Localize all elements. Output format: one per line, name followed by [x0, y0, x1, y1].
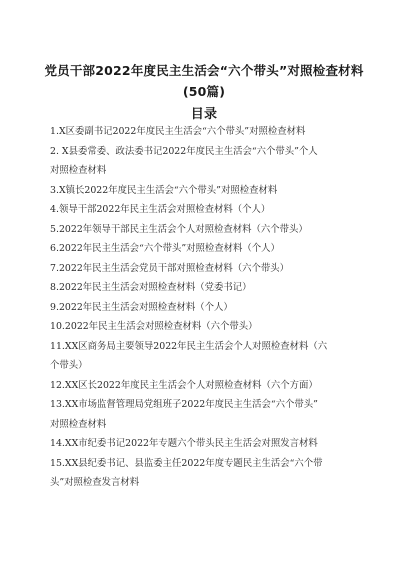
toc-item: 3.X镇长2022年度民主生活会“六个带头”对照检查材料 [50, 184, 278, 196]
toc-item: 7.2022年民主生活会党员干部对照检查材料（六个带头） [50, 262, 290, 274]
toc-item: 对照检查材料 [50, 165, 107, 176]
document-title-count: (50篇) [182, 84, 226, 99]
toc-item: 6.2022年民主生活会“六个带头”对照检查材料（个人） [50, 243, 280, 254]
toc-item: 头”对照检查发言材料 [50, 477, 140, 488]
toc-heading: 目录 [190, 107, 218, 122]
toc-item: 9.2022年民主生活会对照检查材料（个人） [50, 301, 233, 313]
toc-item: 12.XX区长2022年度民主生活会个人对照检查材料（六个方面） [50, 379, 318, 391]
toc-item: 10.2022年民主生活会对照检查材料（六个带头） [50, 321, 258, 332]
toc-item: 13.XX市场监督管理局党组班子2022年度民主生活会“六个带头” [50, 399, 318, 410]
toc-item: 对照检查材料 [50, 418, 107, 430]
toc-item: 1.X区委副书记2022年度民主生活会“六个带头”对照检查材料 [50, 126, 306, 137]
toc-item: 14.XX市纪委书记2022年专题六个带头民主生活会对照发言材料 [50, 438, 318, 449]
toc-item: 4.领导干部2022年民主生活会对照检查材料（个人） [50, 204, 271, 215]
toc-item: 15.XX县纪委书记、县监委主任2022年度专题民主生活会“六个带 [50, 457, 323, 469]
toc-item: 个带头） [50, 360, 88, 371]
toc-item: 11.XX区商务局主要领导2022年民主生活会个人对照检查材料（六 [50, 340, 328, 352]
document-title: 党员干部2022年度民主生活会“六个带头”对照检查材料 [44, 63, 364, 78]
toc-item: 2. X县委常委、政法委书记2022年度民主生活会“六个带头”个人 [50, 145, 318, 157]
toc-list [50, 122, 370, 493]
toc-item: 8.2022年民主生活会对照检查材料（党委书记） [50, 282, 252, 293]
toc-item: 5.2022年领导干部民主生活会个人对照检查材料（六个带头） [50, 223, 308, 235]
